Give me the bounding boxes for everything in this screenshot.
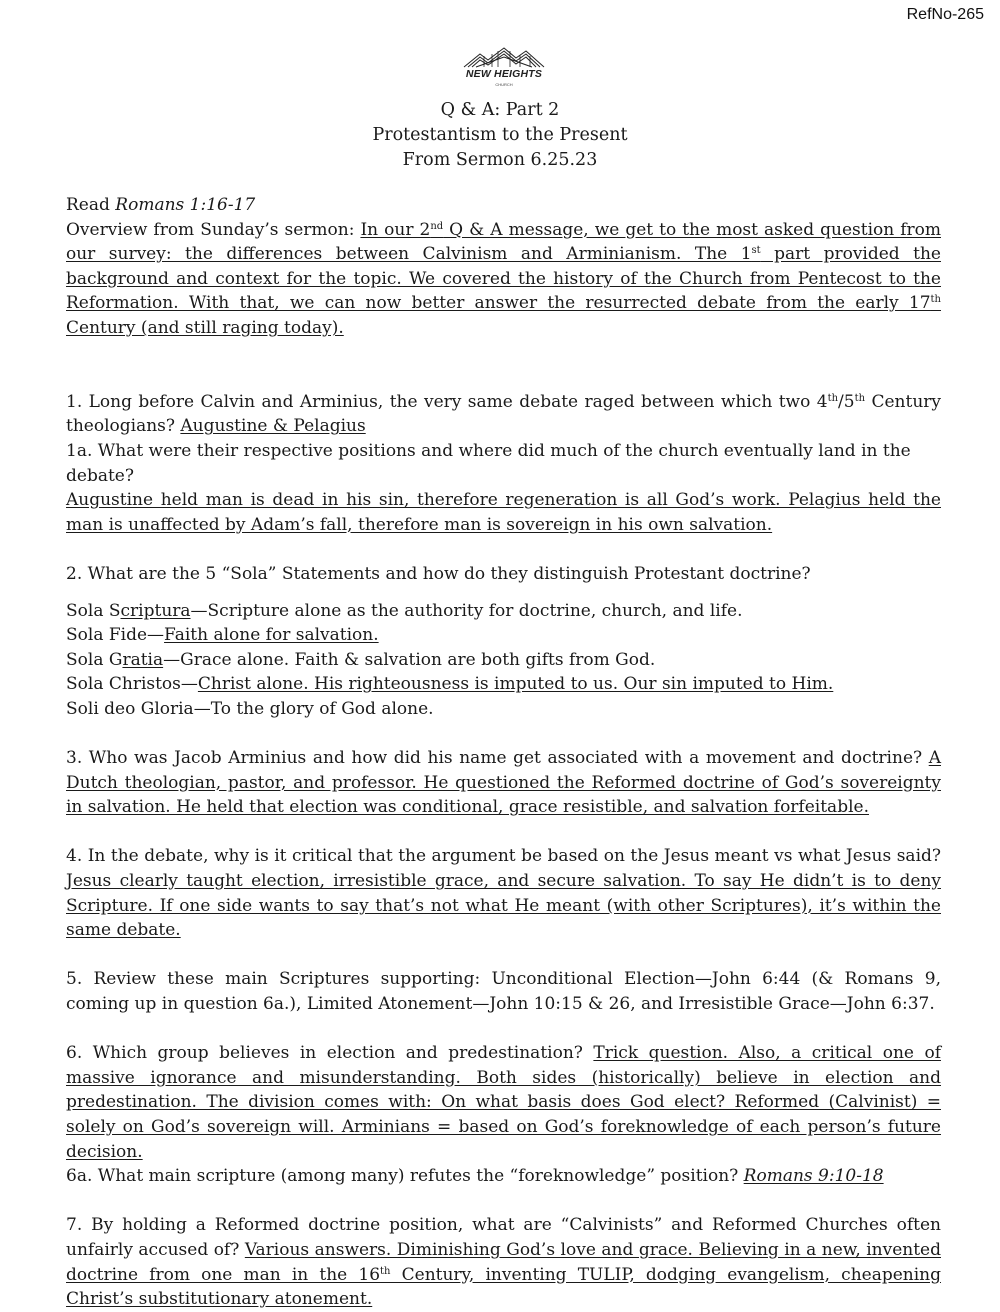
title-line-3: From Sermon 6.25.23	[402, 150, 598, 170]
read-reference: Romans 1:16-17	[115, 195, 256, 215]
sola-gratia: Sola Gratia—Grace alone. Faith & salvation are both gifts from God.	[66, 649, 656, 670]
question-2: 2. What are the 5 “Sola” Statements and how do they distinguish Protestant doctrine?	[66, 563, 811, 584]
overview-paragraph: Overview from Sunday’s sermon: In our 2nd Q & A message, we get to the most asked question from our survey: the differences between Calvinism and Arminianism. The 1st part provided the background and context for the topic. We covered the history of the Church from Pentecost to the Reformation. With that, we can now better answer the resurrected debate from the early 17th Century (and still raging today).	[66, 219, 941, 338]
logo-name: NEW HEIGHTS	[465, 68, 543, 80]
soli-deo-gloria: Soli deo Gloria—To the glory of God alone.	[66, 698, 434, 719]
title-line-1: Q & A: Part 2	[440, 100, 560, 120]
reference-number: RefNo-265	[906, 6, 984, 23]
answer-4: Jesus clearly taught election, irresistible grace, and secure salvation. To say He didn’t is to deny Scripture. If one side wants to say that’s not what He meant (with other Scriptures), it’s within the same debate.	[66, 871, 941, 941]
sola-scriptura: Sola Scriptura—Scripture alone as the authority for doctrine, church, and life.	[66, 600, 743, 621]
read-line: Read Romans 1:16-17	[66, 195, 256, 215]
answer-7: Various answers. Diminishing God’s love and grace. Believing in a new, invented doctrine from one man in the 16th Century, inventing TULIP, dodging evangelism, cheapening Christ’s substitutionary atonement.	[66, 1239, 941, 1310]
title-line-2: Protestantism to the Present	[372, 125, 628, 145]
question-6a: 6a. What main scripture (among many) refutes the “foreknowledge” position? Romans 9:10-18	[66, 1166, 884, 1187]
logo-subtitle: CHURCH	[495, 82, 513, 87]
sola-fide: Sola Fide—Faith alone for salvation.	[66, 625, 379, 646]
mountain-icon	[458, 46, 550, 68]
church-logo	[458, 46, 550, 92]
question-4: 4. In the debate, why is it critical that the argument be based on the Jesus meant vs what Jesus said? Jesus clearly taught election, irresistible grace, and secure salvation. To say He didn’t is to deny Scripture. If one side wants to say that’s not what He meant (with other Scriptures), it’s within the same debate.	[66, 846, 941, 941]
question-3: 3. Who was Jacob Arminius and how did his name get associated with a movement and doctrine? A Dutch theologian, pastor, and professor. He questioned the Reformed doctrine of God’s sovereignty in salvation. He held that election was conditional, grace resistible, and salvation forfeitable.	[66, 748, 941, 818]
sola-christos: Sola Christos—Christ alone. His righteousness is imputed to us. Our sin imputed to Him.	[66, 674, 834, 695]
answer-3: A Dutch theologian, pastor, and professor. He questioned the Reformed doctrine of God’s sovereignty in salvation. He held that election was conditional, grace resistible, and salvation forfeitable.	[66, 748, 941, 818]
question-6: 6. Which group believes in election and predestination? Trick question. Also, a critical one of massive ignorance and misunderstanding. Both sides (historically) believe in election and predestination. The division comes with: On what basis does God elect? Reformed (Calvinist) = solely on God’s sovereign will. Arminians = based on God’s foreknowledge of each person’s future decision.	[66, 1043, 941, 1162]
document-title	[0, 98, 1000, 173]
question-5: 5. Review these main Scriptures supporting: Unconditional Election—John 6:44 (& Romans 9, coming up in question 6a.), Limited Atonement—John 10:15 & 26, and Irresistible Grace—John 6:37.	[66, 969, 941, 1014]
answer-1: Augustine & Pelagius	[180, 416, 366, 437]
question-1: 1. Long before Calvin and Arminius, the very same debate raged between which two 4th/5th Century theologians? Augustine & Pelagius	[66, 391, 941, 437]
question-7: 7. By holding a Reformed doctrine position, what are “Calvinists” and Reformed Churches often unfairly accused of? Various answers. Diminishing God’s love and grace. Believing in a new, invented doctrine from one man in the 16th Century, inventing TULIP, dodging evangelism, cheapening Christ’s substitutionary atonement.	[66, 1215, 941, 1310]
overview-answer: In our 2nd Q & A message, we get to the most asked question from our survey: the differences between Calvinism and Arminianism. The 1st part provided the background and context for the topic. We covered the history of the Church from Pentecost to the Reformation. With that, we can now better answer the resurrected debate from the early 17th Century (and still raging today).	[66, 219, 941, 338]
answer-1a: Augustine held man is dead in his sin, therefore regeneration is all God’s work. Pelagius held the man is unaffected by Adam’s fall, therefore man is sovereign in his own salvation.	[66, 490, 941, 535]
question-1a: 1a. What were their respective positions and where did much of the church eventually land in the debate?	[66, 440, 911, 486]
document-body	[66, 193, 941, 1312]
answer-6: Trick question. Also, a critical one of massive ignorance and misunderstanding. Both sides (historically) believe in election and predestination. The division comes with: On what basis does God elect? Reformed (Calvinist) = solely on God’s sovereign will. Arminians = based on God’s foreknowledge of each person’s future decision.	[66, 1043, 941, 1162]
answer-6a: Romans 9:10-18	[743, 1166, 884, 1187]
